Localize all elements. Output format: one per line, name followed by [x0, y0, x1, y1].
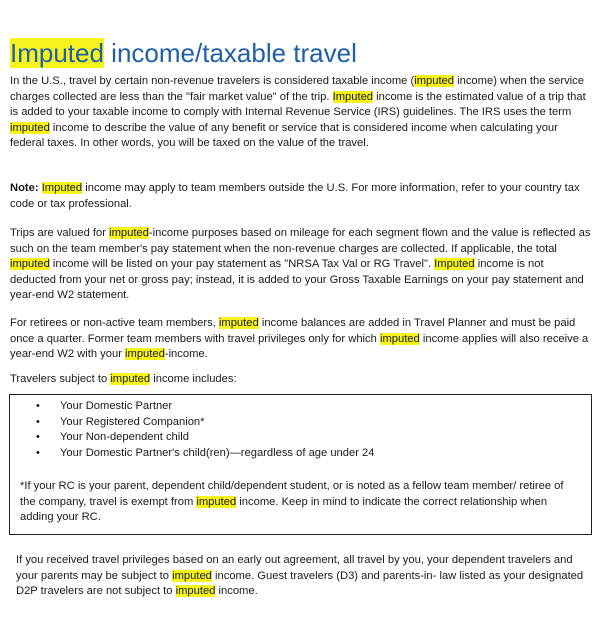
highlighted-term: imputed [175, 585, 216, 597]
text-run: income to describe the value of any benefit or service that is considered income when calculating your federal taxes. In other words, you will be taxed on the value of the travel. [10, 121, 558, 149]
box-footnote [20, 479, 580, 526]
highlighted-term: imputed [172, 569, 212, 582]
text-run: income. [215, 585, 258, 597]
title-rest: income/taxable travel [103, 38, 357, 68]
list-item-text: Your Registered Companion* [60, 415, 205, 428]
highlighted-term: Imputed [332, 90, 374, 103]
bold-label: Note: [10, 182, 39, 194]
list-item-text: Your Domestic Partner's child(ren)—regardless of age under 24 [60, 446, 375, 459]
text-run: In the U.S., travel by certain non-revenue travelers is considered taxable income ( [10, 75, 415, 87]
highlighted-term: imputed [10, 121, 50, 134]
subject-paragraph [10, 372, 592, 388]
text-run: income. Guest travelers (D3) and parents-in- law listed as your designated D2P travelers are not subject to [16, 569, 584, 597]
text-run: income balances are added in Travel Planner and must be paid once a quarter. Former team members with travel privileges only for which [10, 317, 576, 345]
text-run: income is the estimated value of a trip that is added to your taxable income to comply with Internal Revenue Service (IRS) guidelines. The IRS uses the term [10, 90, 586, 118]
list-item [34, 430, 375, 446]
highlighted-term: imputed [379, 332, 420, 345]
text-run: income may apply to team members outside the U.S. For more information, refer to your country tax code or tax professional. [10, 182, 580, 210]
highlighted-term: imputed [110, 373, 151, 385]
text-run: income applies will also receive a year-end W2 with your [10, 332, 589, 360]
note-paragraph [10, 181, 592, 212]
highlighted-term: imputed [218, 317, 259, 329]
bullet: • [36, 415, 40, 428]
text-run: income. Keep in mind to indicate the correct relationship when adding your RC. [20, 495, 548, 523]
text-run: If you received travel privileges based on an early out agreement, all travel by you, your dependent travelers and your parents may be subject to [16, 554, 573, 582]
text-run: Trips are valued for [10, 227, 110, 239]
trips-paragraph [10, 226, 592, 304]
bullet: • [36, 446, 40, 459]
text-run: income will be listed on your pay statement as "NRSA Tax Val or RG Travel". [49, 258, 435, 270]
travelers-box [9, 394, 592, 535]
text-run: *If your RC is your parent, dependent child/dependent student, or is noted as a fellow team member/ retiree of the company, travel is exempt from [20, 480, 564, 508]
text-run: -income purposes based on mileage for each segment flown and the value is reflected as such on the team member's pay statement when the non-revenue charges are collected. If applicable, the total [10, 227, 591, 255]
final-paragraph [16, 553, 586, 600]
highlighted-term: imputed [125, 348, 165, 360]
text-run: income includes: [150, 373, 237, 385]
highlighted-term: Imputed [41, 182, 83, 194]
text-run: -income. [164, 348, 208, 360]
list-item [34, 415, 375, 431]
title-highlight: Imputed [10, 38, 104, 68]
highlighted-term: Imputed [434, 258, 475, 270]
highlighted-term: imputed [196, 495, 237, 508]
bullet: • [36, 400, 40, 412]
intro-paragraph [10, 74, 592, 152]
page-title [10, 38, 357, 68]
highlighted-term: imputed [414, 75, 455, 87]
highlighted-term: imputed [10, 258, 50, 270]
text-run: income) when the service charges collected are less than the "fair market value" of the trip. [10, 75, 584, 103]
travelers-list [34, 399, 375, 461]
text-run: For retirees or non-active team members, [10, 317, 219, 329]
retirees-paragraph [10, 316, 592, 363]
list-item-text: Your Non-dependent child [60, 431, 189, 443]
text-run: Travelers subject to [10, 373, 111, 385]
list-item [34, 446, 375, 462]
highlighted-term: imputed [109, 227, 149, 239]
bullet: • [36, 431, 40, 443]
text-run: income is not deducted from your net or gross pay; instead, it is added to your Gross Taxable Earnings on your pay statement and year-end W2 statement. [10, 258, 584, 301]
list-item [34, 399, 375, 415]
list-item-text: Your Domestic Partner [60, 400, 173, 412]
